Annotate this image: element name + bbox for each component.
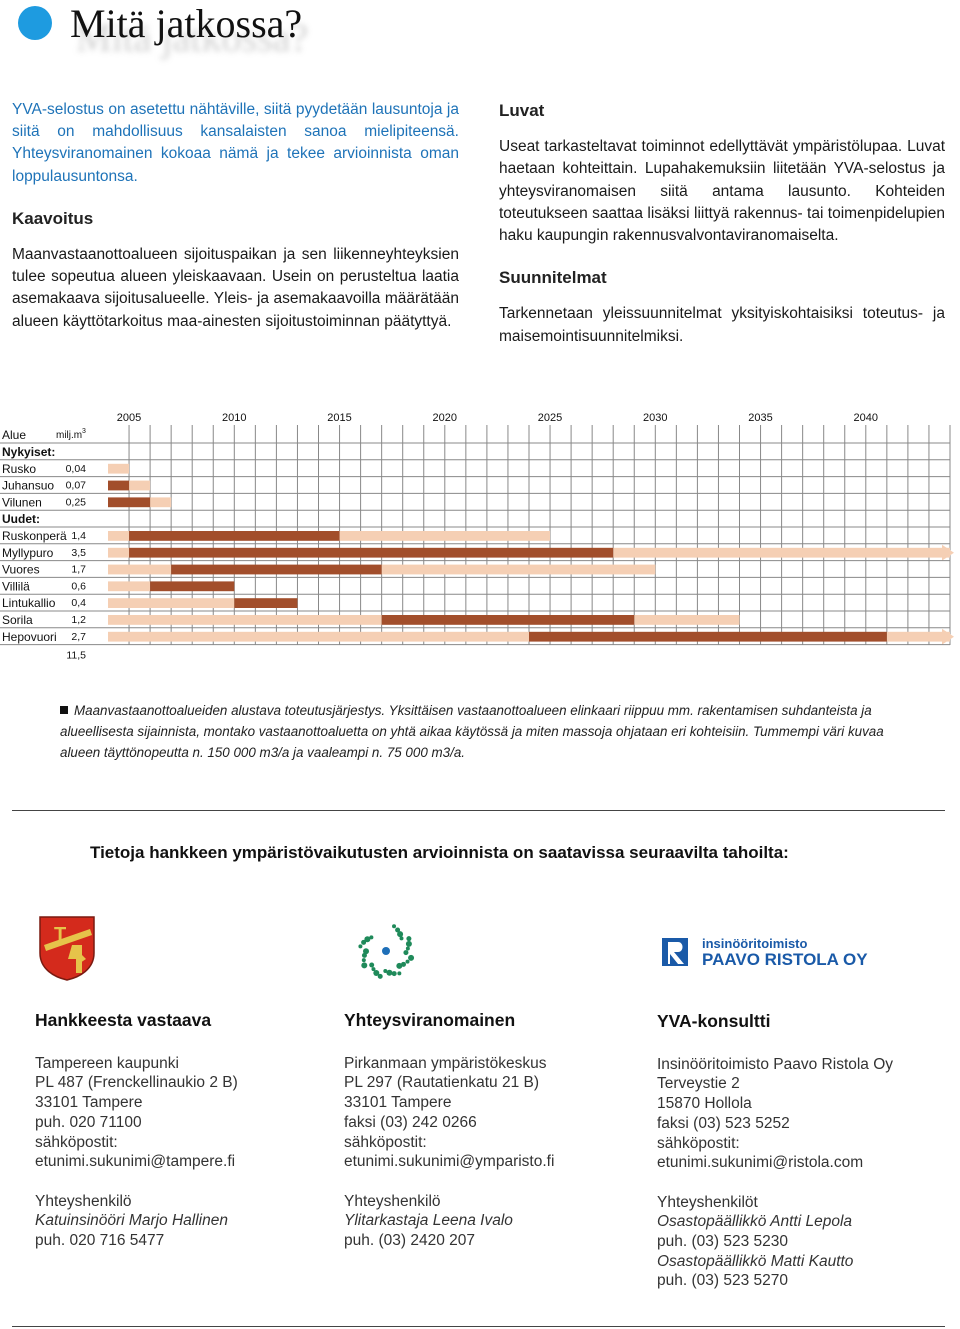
- bar-dark: [129, 548, 613, 558]
- row-volume: 2,7: [71, 630, 86, 643]
- x-tick-label: 2010: [222, 412, 247, 424]
- bar-light: [613, 548, 950, 558]
- row-volume: 0,4: [71, 597, 86, 610]
- tampere-coat-of-arms-icon: [38, 915, 96, 981]
- contact-address: PL 487 (Frenckellinaukio 2 B): [35, 1074, 238, 1092]
- bar-light: [108, 632, 529, 642]
- contact-email: etunimi.sukunimi@ymparisto.fi: [344, 1153, 555, 1171]
- left-column: [12, 99, 459, 333]
- x-tick-label: 2040: [853, 412, 879, 424]
- contact-heading: YVA-konsultti: [657, 1011, 771, 1031]
- x-tick-label: 2005: [116, 412, 142, 424]
- bar-dark: [108, 497, 150, 507]
- row-volume: 1,7: [71, 563, 86, 576]
- contact-heading: Hankkeesta vastaava: [35, 1010, 212, 1030]
- bar-dark: [150, 581, 234, 591]
- contact-org: Tampereen kaupunki: [35, 1054, 179, 1072]
- row-volume: 0,07: [65, 479, 86, 492]
- bar-light: [108, 598, 234, 608]
- bar-light: [340, 531, 551, 541]
- contact-block-3: [657, 1012, 952, 1291]
- x-tick-label: 2025: [537, 412, 563, 424]
- ymparistokeskus-logo-icon: [348, 915, 428, 987]
- page-title: Mitä jatkossa?: [70, 1, 303, 46]
- section-divider: [12, 810, 945, 811]
- contact-person-label: Yhteyshenkilö: [344, 1192, 441, 1210]
- contact-email: etunimi.sukunimi@tampere.fi: [35, 1153, 236, 1171]
- bar-dark: [108, 481, 129, 491]
- bar-light: [887, 632, 950, 642]
- bar-light: [382, 565, 656, 575]
- row-label: Hepovuori: [2, 629, 57, 644]
- bar-light: [108, 464, 129, 474]
- row-volume: 0,04: [65, 462, 86, 475]
- contact-phone: faksi (03) 523 5252: [657, 1114, 790, 1132]
- contact-email: etunimi.sukunimi@ristola.com: [657, 1154, 864, 1172]
- group-label: Uudet:: [2, 512, 40, 527]
- bar-dark: [129, 531, 339, 541]
- contact-person-title: Katuinsinööri Marjo Hallinen: [35, 1212, 228, 1230]
- bar-arrow: [942, 545, 954, 561]
- x-tick-label: 2020: [432, 412, 458, 424]
- chart-caption: [60, 700, 900, 763]
- bar-dark: [382, 615, 635, 625]
- row-label: Juhansuo: [2, 478, 55, 493]
- x-tick-label: 2030: [643, 412, 668, 424]
- title-bullet: [18, 6, 52, 40]
- bar-light: [150, 497, 171, 507]
- bar-light: [108, 548, 129, 558]
- row-label: Vilunen: [2, 495, 42, 510]
- bar-light: [129, 481, 150, 491]
- right-column: [499, 100, 945, 348]
- row-label: Myllypuro: [2, 545, 54, 560]
- bar-dark: [171, 565, 382, 575]
- contact-org: Pirkanmaan ympäristökeskus: [344, 1054, 547, 1072]
- luvat-paragraph: Useat tarkasteltavat toiminnot edellyttävät ympäristölupaa. Luvat haetaan kohteittain. Lupahakemuksiin liitetään YVA-selostus ja yhteysviranomaisen siitä antama lausunto. Kohteiden toteutukseen saattaa lisäksi liittyä rakennus- tai toimenpidelupien haku kaupungin rakennusvalvontaviranomaiselta.: [499, 138, 945, 245]
- contact-heading: Yhteysviranomainen: [344, 1010, 516, 1030]
- contact-phone: puh. 020 71100: [35, 1113, 142, 1131]
- contact-person-phone: puh. 020 716 5477: [35, 1232, 165, 1250]
- heading-suunnitelmat: Suunnitelmat: [499, 268, 607, 288]
- row-volume: 3,5: [71, 546, 86, 559]
- row-label: Lintukallio: [2, 596, 56, 611]
- row-volume: 0,6: [71, 580, 86, 593]
- bar-light: [108, 565, 171, 575]
- x-tick-label: 2035: [748, 412, 773, 424]
- contact-person-label: Yhteyshenkilöt: [657, 1193, 758, 1211]
- heading-luvat: Luvat: [499, 101, 545, 120]
- contact-city: 33101 Tampere: [35, 1094, 143, 1112]
- column-header-unit: milj.m: [56, 430, 83, 441]
- suunnitelmat-paragraph: Tarkennetaan yleissuunnitelmat yksityiskohtaisiksi toteutus- ja maisemointisuunnitelmiksi.: [499, 305, 945, 345]
- column-header-unit-sup: 3: [82, 428, 86, 435]
- bar-light: [108, 615, 382, 625]
- intro-paragraph: YVA-selostus on asetettu nähtäville, siitä pyydetään lausuntoja ja siitä on mahdollisuus kansalaisten sanoa mielipiteensä. Yhteysviranomainen kokoaa nämä ja tekee arvioinnista oman loppulausuntonsa.: [12, 101, 459, 185]
- logo-small-text: insinööritoimisto: [702, 936, 808, 951]
- contact-city: 15870 Hollola: [657, 1095, 752, 1113]
- contact-email-label: sähköpostit:: [35, 1133, 118, 1151]
- contact-address: Terveystie 2: [657, 1075, 740, 1093]
- heading-kaavoitus: Kaavoitus: [12, 208, 94, 228]
- logo-big-text: PAAVO RISTOLA OY: [702, 950, 868, 968]
- contact-address: PL 297 (Rautatienkatu 21 B): [344, 1074, 540, 1092]
- bar-light: [108, 581, 150, 591]
- row-volume: 1,2: [71, 614, 86, 626]
- bottom-divider: [12, 1326, 945, 1327]
- bar-dark: [529, 632, 887, 642]
- contact-person2-title: Osastopäällikkö Matti Kautto: [657, 1252, 854, 1270]
- timeline-chart: [0, 405, 960, 665]
- bar-dark: [234, 598, 297, 608]
- bar-light: [634, 615, 739, 625]
- contact-person-title: Ylitarkastaja Leena Ivalo: [344, 1212, 513, 1230]
- kaavoitus-paragraph: Maanvastaanottoalueen sijoituspaikan ja sen liikenneyhteyksien tulee sopeutua alueen yleiskaavaan. Usein on perusteltua laatia asemakaava sijoitusalueelle. Yleis- ja asemakaavoilla määrätään alueen käyttötarkoitus maa-ainesten sijoitustoiminnan päätyttyä.: [12, 246, 459, 330]
- bar-light: [108, 531, 129, 541]
- bar-arrow: [942, 629, 954, 645]
- contact-person-phone: puh. (03) 523 5230: [657, 1233, 788, 1251]
- total-volume: 11,5: [66, 649, 86, 662]
- contact-email-label: sähköpostit:: [657, 1134, 740, 1152]
- contact-block-1: [35, 1011, 325, 1251]
- contact-phone: faksi (03) 242 0266: [344, 1113, 477, 1131]
- row-volume: 1,4: [71, 530, 86, 542]
- contact-city: 33101 Tampere: [344, 1094, 452, 1112]
- row-label: Ruskonperä: [2, 529, 67, 543]
- contact-person-label: Yhteyshenkilö: [35, 1192, 132, 1210]
- contact-person2-phone: puh. (03) 523 5270: [657, 1272, 788, 1290]
- row-volume: 0,25: [65, 496, 86, 509]
- paavo-ristola-logo-icon: [660, 934, 870, 968]
- caption-bullet-icon: [60, 706, 68, 714]
- caption-text: Maanvastaanottoalueiden alustava toteutusjärjestys. Yksittäisen vastaanottoalueen elinkaari riippuu mm. rakentamisen suhdanteista ja alueellisesta sijainnista, montako vastaanottoaluetta on yhtä aikaa käytössä ja miten massoja ohjataan eri kohteisiin. Tummempi väri kuvaa alueen täyttönopeutta n. 150 000 m3/a ja vaaleampi n. 75 000 m3/a.: [60, 703, 884, 760]
- contact-person-phone: puh. (03) 2420 207: [344, 1232, 475, 1250]
- x-tick-label: 2015: [327, 412, 352, 424]
- row-label: Villilä: [2, 579, 30, 594]
- group-label: Nykyiset:: [2, 445, 56, 459]
- row-label: Vuores: [2, 562, 40, 577]
- contact-person-title: Osastopäällikkö Antti Lepola: [657, 1213, 853, 1231]
- coat-letter: T: [54, 924, 67, 946]
- column-header-area: Alue: [2, 428, 27, 442]
- row-label: Rusko: [2, 461, 37, 476]
- contact-block-2: [344, 1011, 634, 1251]
- row-label: Sorila: [2, 613, 33, 627]
- contact-email-label: sähköpostit:: [344, 1133, 427, 1151]
- sources-title: Tietoja hankkeen ympäristövaikutusten arvioinnista on saatavissa seuraavilta tahoilta:: [90, 843, 789, 862]
- contact-org: Insinööritoimisto Paavo Ristola Oy: [657, 1055, 894, 1073]
